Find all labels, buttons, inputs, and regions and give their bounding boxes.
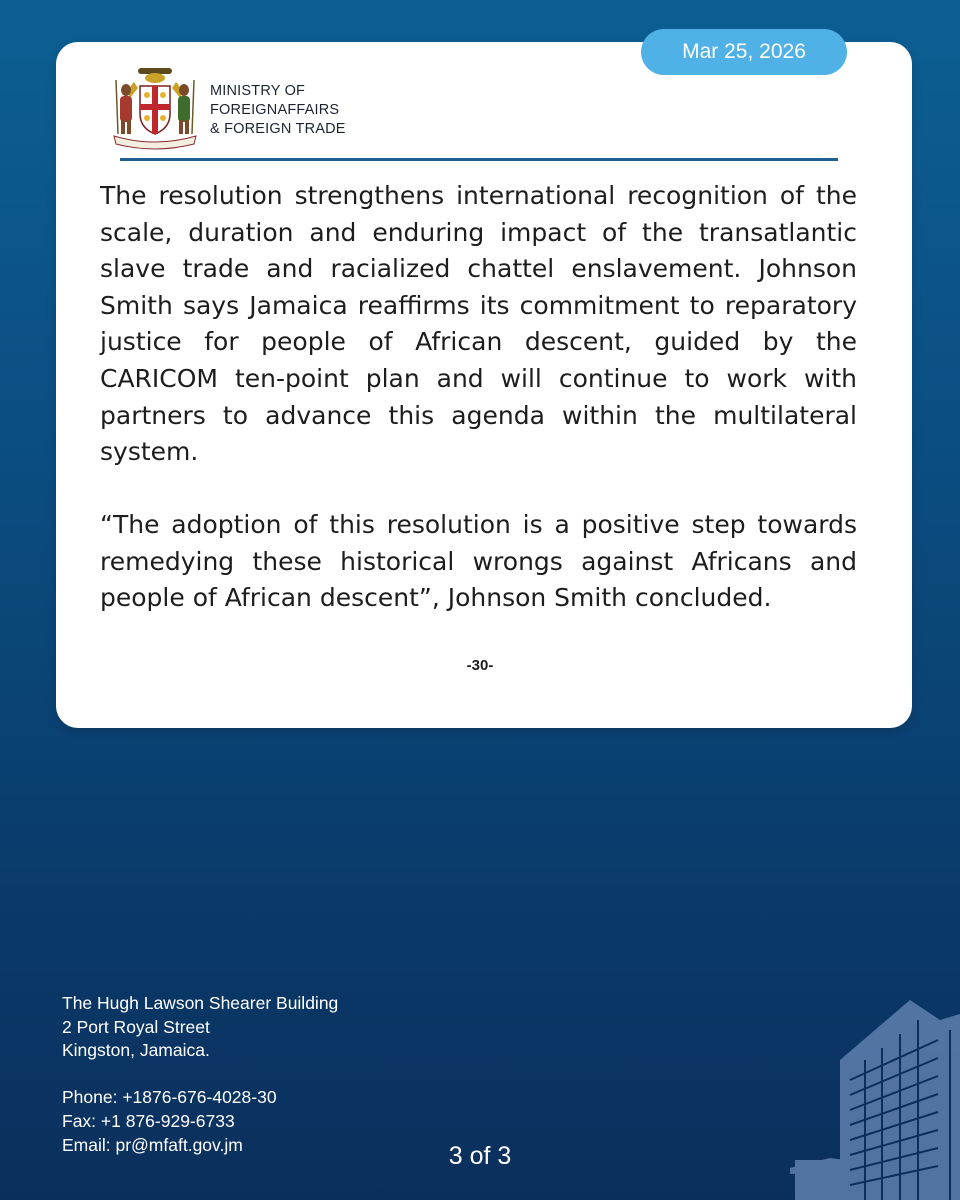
building-icon bbox=[790, 990, 960, 1200]
paragraph-text: The resolution strengthens international recognition of the scale, duration and enduring impact of the transatlantic slave trade and racialized chattel enslavement. Johnson Smith says Jamaica reaffirms its commitment to reparatory justice for people of African descent, guided by the CARICOM ten-point plan and will continue to work with partners to advance this agenda within the multilateral system. bbox=[100, 181, 857, 467]
body-paragraph-2 bbox=[100, 507, 857, 617]
ministry-logo bbox=[108, 64, 408, 154]
paragraph-text: “The adoption of this resolution is a positive step towards remedying these historical wrongs against Africans and people of African descent”, Johnson Smith concluded. bbox=[100, 510, 857, 613]
email-line: Email: pr@mfaft.gov.jm bbox=[62, 1134, 243, 1155]
header-divider bbox=[120, 158, 838, 161]
spacer bbox=[62, 1063, 338, 1087]
date-badge: Mar 25, 2026 bbox=[641, 29, 847, 75]
address-line: Kingston, Jamaica. bbox=[62, 1040, 210, 1061]
address-line: 2 Port Royal Street bbox=[62, 1016, 210, 1037]
fax-line: Fax: +1 876-929-6733 bbox=[62, 1110, 235, 1131]
phone-line: Phone: +1876-676-4028-30 bbox=[62, 1087, 277, 1108]
ministry-name-line: MINISTRY OF bbox=[210, 83, 306, 99]
body-paragraph-1 bbox=[100, 178, 857, 471]
page-indicator: 3 of 3 bbox=[448, 1142, 512, 1170]
ministry-name-line: FOREIGNAFFAIRS bbox=[210, 102, 340, 118]
address-line: The Hugh Lawson Shearer Building bbox=[62, 993, 339, 1013]
ministry-name-line: & FOREIGN TRADE bbox=[210, 121, 346, 137]
end-of-release-mark: -30- bbox=[466, 657, 494, 674]
coat-of-arms-icon bbox=[108, 64, 200, 150]
ministry-name bbox=[210, 82, 346, 139]
contact-address bbox=[62, 992, 338, 1157]
